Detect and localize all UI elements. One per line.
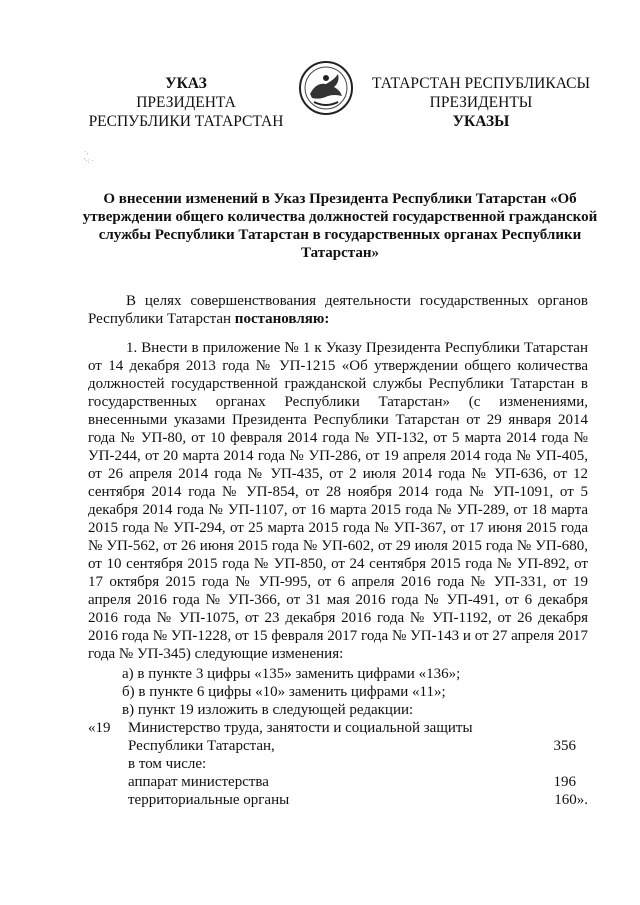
header-right-line2: ПРЕЗИДЕНТЫ — [429, 94, 533, 111]
header-right-line1: ТАТАРСТАН РЕСПУБЛИКАСЫ — [372, 75, 590, 92]
stamp-line2: '·: · — [84, 157, 94, 165]
table-row-value: 196 — [553, 774, 576, 790]
changes-list — [122, 665, 460, 719]
change-item-c: в) пункт 19 изложить в следующей редакции: — [122, 702, 414, 718]
table-row-value: 160». — [554, 792, 588, 808]
table-row — [88, 773, 588, 791]
change-item-b: б) в пункте 6 цифры «10» заменить цифрами «11»; — [122, 684, 446, 700]
coat-of-arms-icon — [298, 60, 354, 116]
table-row-value: 356 — [553, 738, 576, 754]
header-left — [86, 74, 286, 131]
stamp-line1: ·, — [84, 148, 89, 156]
table-item-number: «19 — [88, 720, 111, 736]
intro-bold: постановляю: — [234, 311, 330, 327]
table-row — [88, 791, 588, 809]
table-row — [88, 737, 588, 755]
header-left-line2: ПРЕЗИДЕНТА — [136, 94, 236, 111]
header-left-line3: РЕСПУБЛИКИ ТАТАРСТАН — [88, 113, 284, 130]
positions-table — [88, 719, 588, 809]
intro-paragraph — [88, 292, 588, 328]
header-left-line1: УКАЗ — [165, 75, 207, 92]
header-right — [366, 74, 596, 131]
table-row — [88, 719, 588, 737]
table-row-text: аппарат министерства — [128, 774, 269, 790]
table-row-text: Министерство труда, занятости и социальной защиты — [128, 720, 473, 736]
document-title: О внесении изменений в Указ Президента Республики Татарстан «Об утверждении общего количества должностей государственной гражданской службы Республики Татарстан в государственных органах Республики Татарстан» — [82, 191, 598, 261]
stamp-mark — [84, 148, 94, 166]
table-row-text: территориальные органы — [128, 792, 290, 808]
table-row — [88, 755, 588, 773]
intro-text: В целях совершенствования деятельности государственных органов Республики Татарстан — [88, 293, 588, 327]
table-row-text: в том числе: — [128, 756, 207, 772]
change-item-a: а) в пункте 3 цифры «135» заменить цифрами «136»; — [122, 666, 461, 682]
table-row-text: Республики Татарстан, — [128, 738, 275, 754]
main-paragraph: 1. Внести в приложение № 1 к Указу Президента Республики Татарстан от 14 декабря 2013 года № УП-1215 «Об утверждении общего количества должностей государственной гражданской службы Республики Татарстан в государственных органах Республики Татарстан» (с изменениями, внесенными указами Президента Республики Татарстан от 29 января 2014 года № УП-80, от 10 февраля 2014 года № УП-132, от 5 марта 2014 года № УП-244, от 20 марта 2014 года № УП-286, от 19 апреля 2014 года № УП-405, от 26 апреля 2014 года № УП-435, от 2 июля 2014 года № УП-636, от 12 сентября 2014 года № УП-854, от 28 ноября 2014 года № УП-1091, от 5 декабря 2014 года № УП-1107, от 16 марта 2015 года № УП-289, от 18 марта 2015 года № УП-294, от 25 марта 2015 года № УП-367, от 17 июня 2015 года № УП-562, от 26 июня 2015 года № УП-602, от 29 июля 2015 года № УП-680, от 10 сентября 2015 года № УП-850, от 24 сентября 2015 года № УП-892, от 17 октября 2015 года № УП-995, от 6 апреля 2016 года № УП-331, от 19 апреля 2016 года № УП-366, от 31 мая 2016 года № УП-491, от 6 декабря 2016 года № УП-1075, от 23 декабря 2016 года № УП-1192, от 26 декабря 2016 года № УП-1228, от 15 февраля 2017 года № УП-143 и от 27 апреля 2017 года № УП-345) следующие изменения: — [88, 340, 588, 662]
header-right-line3: УКАЗЫ — [452, 113, 510, 130]
